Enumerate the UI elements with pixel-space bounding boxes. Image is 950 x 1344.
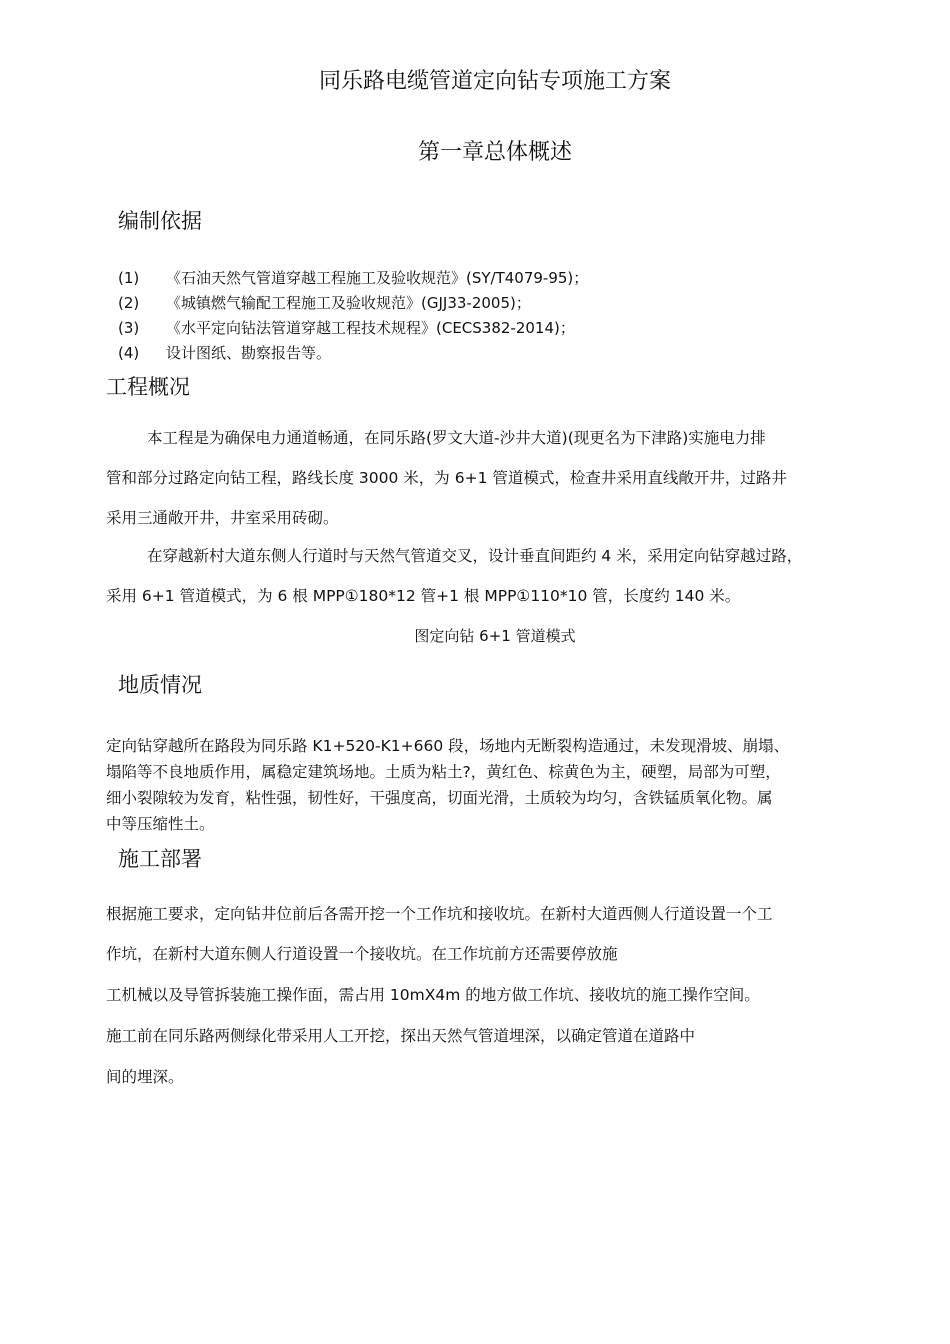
section-heading-deployment: 施工部署 — [118, 847, 202, 871]
paragraph-line: 中等压缩性土。 — [106, 815, 215, 833]
list-item-number: (4) — [118, 344, 140, 362]
paragraph-line: 工机械以及导管拆装施工操作面，需占用 10mX4m 的地方做工作坑、接收坑的施工操作空间。 — [106, 986, 760, 1004]
list-item-number: (3) — [118, 319, 140, 337]
section-heading-basis: 编制依据 — [118, 209, 202, 233]
paragraph-line: 施工前在同乐路两侧绿化带采用人工开挖，探出天然气管道埋深，以确定管道在道路中 — [106, 1027, 696, 1045]
paragraph-line: 本工程是为确保电力通道畅通，在同乐路(罗文大道-沙井大道)(现更名为下津路)实施电力排 — [147, 429, 766, 447]
paragraph-line: 作坑，在新村大道东侧人行道设置一个接收坑。在工作坑前方还需要停放施 — [106, 945, 618, 963]
paragraph-line: 塌陷等不良地质作用，属稳定建筑场地。土质为粘土?，黄红色、棕黄色为主，硬塑，局部为可塑， — [106, 763, 781, 781]
list-item-text: 设计图纸、勘察报告等。 — [166, 344, 332, 362]
chapter-title: 第一章总体概述 — [417, 140, 572, 165]
paragraph-line: 在穿越新村大道东侧人行道时与天然气管道交叉，设计垂直间距约 4 米，采用定向钻穿越过路， — [147, 547, 803, 565]
paragraph-line: 管和部分过路定向钻工程，路线长度 3000 米，为 6+1 管道模式，检查井采用直线敞开井，过路井 — [106, 469, 787, 487]
list-item-text: 《城镇燃气输配工程施工及验收规范》(GJJ33-2005)； — [166, 294, 531, 312]
figure-caption: 图定向钻 6+1 管道模式 — [414, 627, 576, 645]
list-item-text: 《石油天然气管道穿越工程施工及验收规范》(SY/T4079-95)； — [166, 269, 589, 287]
paragraph-line: 定向钻穿越所在路段为同乐路 K1+520-K1+660 段，场地内无断裂构造通过，未发现滑坡、崩塌、 — [106, 737, 790, 755]
paragraph-line: 间的埋深。 — [106, 1068, 184, 1086]
paragraph-line: 采用 6+1 管道模式，为 6 根 MPP①180*12 管+1 根 MPP①110*10 管，长度约 140 米。 — [106, 587, 741, 605]
paragraph-line: 根据施工要求，定向钻井位前后各需开挖一个工作坑和接收坑。在新村大道西侧人行道设置一个工 — [106, 905, 773, 923]
list-item-text: 《水平定向钻法管道穿越工程技术规程》(CECS382-2014)； — [166, 319, 575, 337]
list-item-number: (1) — [118, 269, 140, 287]
list-item-number: (2) — [118, 294, 140, 312]
paragraph-line: 采用三通敞开井，井室采用砖砌。 — [106, 509, 339, 527]
section-heading-geology: 地质情况 — [118, 673, 202, 697]
section-heading-overview: 工程概况 — [106, 375, 190, 399]
paragraph-line: 细小裂隙较为发育，粘性强，韧性好，干强度高，切面光滑，土质较为均匀，含铁锰质氧化物。属 — [106, 789, 773, 807]
document-title: 同乐路电缆管道定向钻专项施工方案 — [318, 69, 671, 94]
